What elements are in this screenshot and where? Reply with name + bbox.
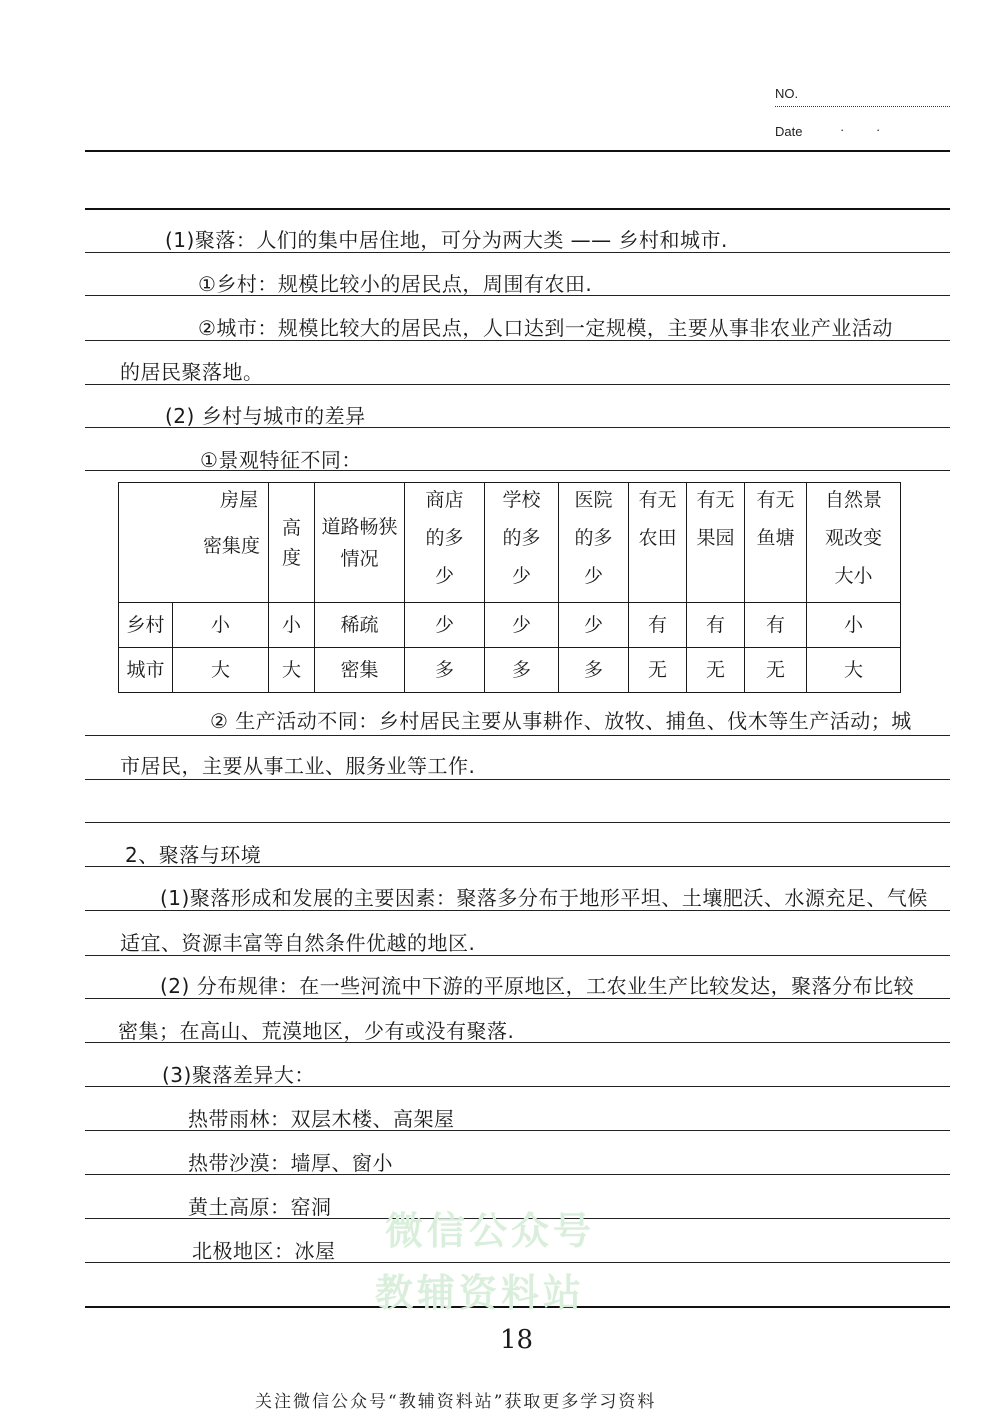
section-2-1-factors: (1)聚落形成和发展的主要因素：聚落多分布于地形平坦、土壤肥沃、水源充足、气候	[160, 886, 928, 910]
nature-header-line-3: 大小	[834, 565, 873, 587]
row-name: 乡村	[119, 603, 173, 648]
farmland-header-line-2: 农田	[638, 527, 677, 549]
ruled-line	[85, 955, 950, 956]
nature-header-line-2: 观改变	[824, 527, 882, 549]
section-2-3-heading: (3)聚落差异大：	[162, 1063, 315, 1087]
nature-cell: 大	[807, 648, 901, 693]
road-header: 道路畅狭情况	[315, 483, 405, 603]
ruled-line	[85, 822, 950, 823]
ruled-line	[85, 910, 950, 911]
school-cell: 少	[485, 603, 559, 648]
footer-note: 关注微信公众号“教辅资料站”获取更多学习资料	[255, 1392, 657, 1412]
ruled-line	[85, 384, 950, 385]
house-density-header	[119, 483, 269, 603]
density-label: 密集度	[202, 535, 260, 557]
hospital-cell: 少	[559, 603, 629, 648]
section-2-1-factors-cont: 适宜、资源丰富等自然条件优越的地区.	[120, 931, 476, 955]
ruled-line	[85, 150, 950, 152]
section-2-3-arctic: 北极地区：冰屋	[192, 1239, 336, 1263]
section-2-3-rainforest: 热带雨林：双层木楼、高架屋	[188, 1107, 455, 1131]
section-2-2-distribution: (2) 分布规律：在一些河流中下游的平原地区，工农业生产比较发达，聚落分布比较	[160, 974, 915, 998]
no-label: NO.	[775, 86, 799, 101]
table-row	[119, 603, 901, 648]
shop-header	[405, 483, 485, 603]
nature-change-header	[807, 483, 901, 603]
ruled-line	[85, 779, 950, 780]
orchard-header	[687, 483, 745, 603]
section-1-1-city: ②城市：规模比较大的居民点，人口达到一定规模，主要从事非农业产业活动	[198, 316, 893, 340]
shop-header-line-1: 商店	[425, 489, 464, 511]
shop-header-line-2: 的多	[425, 527, 464, 549]
section-1-2-production-cont: 市居民，主要从事工业、服务业等工作.	[120, 754, 476, 778]
watermark-line-2: 教辅资料站	[375, 1271, 586, 1315]
header-dotted-divider	[775, 106, 950, 107]
section-2-heading: 2、聚落与环境	[125, 843, 262, 867]
section-2-3-loess-plateau: 黄土高原：窑洞	[188, 1195, 332, 1219]
nature-header-line-1: 自然景	[824, 489, 882, 511]
section-1-1-settlement: (1)聚落：人们的集中居住地，可分为两大类 —— 乡村和城市.	[165, 228, 728, 252]
fishpond-cell: 无	[745, 648, 807, 693]
height-cell: 大	[269, 648, 315, 693]
section-1-2-heading: (2) 乡村与城市的差异	[165, 404, 366, 428]
orchard-header-line-2: 果园	[696, 527, 735, 549]
height-header: 高度	[269, 483, 315, 603]
school-header-line-1: 学校	[502, 489, 541, 511]
hospital-header	[559, 483, 629, 603]
density-cell: 小	[173, 603, 269, 648]
section-2-2-distribution-cont: 密集；在高山、荒漠地区，少有或没有聚落.	[118, 1019, 515, 1043]
watermark-line-1: 微信公众号	[385, 1209, 596, 1253]
page-number: 18	[500, 1325, 534, 1355]
ruled-line	[85, 252, 950, 253]
road-cell: 稀疏	[315, 603, 405, 648]
road-cell: 密集	[315, 648, 405, 693]
section-2-3-desert: 热带沙漠：墙厚、窗小	[188, 1151, 393, 1175]
height-cell: 小	[269, 603, 315, 648]
ruled-line	[85, 208, 950, 210]
house-label: 房屋	[219, 489, 258, 511]
hospital-header-line-2: 的多	[574, 527, 613, 549]
section-1-2-production: ② 生产活动不同：乡村居民主要从事耕作、放牧、捕鱼、伐木等生产活动；城	[210, 709, 912, 733]
school-header-line-3: 少	[511, 565, 531, 587]
orchard-header-line-1: 有无	[696, 489, 735, 511]
hospital-cell: 多	[559, 648, 629, 693]
farmland-cell: 有	[629, 603, 687, 648]
farmland-header-line-1: 有无	[638, 489, 677, 511]
shop-header-line-3: 少	[434, 565, 454, 587]
ruled-line	[85, 998, 950, 999]
shop-cell: 多	[405, 648, 485, 693]
date-label: Date	[775, 124, 803, 139]
ruled-line	[85, 340, 950, 341]
school-header	[485, 483, 559, 603]
section-1-2-landscape: ①景观特征不同：	[200, 448, 362, 472]
fishpond-header	[745, 483, 807, 603]
fishpond-header-line-1: 有无	[756, 489, 795, 511]
shop-cell: 少	[405, 603, 485, 648]
school-cell: 多	[485, 648, 559, 693]
orchard-cell: 有	[687, 603, 745, 648]
section-1-1-city-cont: 的居民聚落地。	[120, 360, 264, 384]
hospital-header-line-3: 少	[583, 565, 603, 587]
density-cell: 大	[173, 648, 269, 693]
table-row	[119, 648, 901, 693]
section-1-1-village: ①乡村：规模比较小的居民点，周围有农田.	[198, 272, 593, 296]
fishpond-cell: 有	[745, 603, 807, 648]
orchard-cell: 无	[687, 648, 745, 693]
hospital-header-line-1: 医院	[574, 489, 613, 511]
date-dots: · ·	[840, 122, 895, 137]
village-city-comparison-table	[118, 482, 901, 693]
nature-cell: 小	[807, 603, 901, 648]
farmland-header	[629, 483, 687, 603]
farmland-cell: 无	[629, 648, 687, 693]
school-header-line-2: 的多	[502, 527, 541, 549]
fishpond-header-line-2: 鱼塘	[756, 527, 795, 549]
ruled-line	[85, 735, 950, 736]
row-name: 城市	[119, 648, 173, 693]
